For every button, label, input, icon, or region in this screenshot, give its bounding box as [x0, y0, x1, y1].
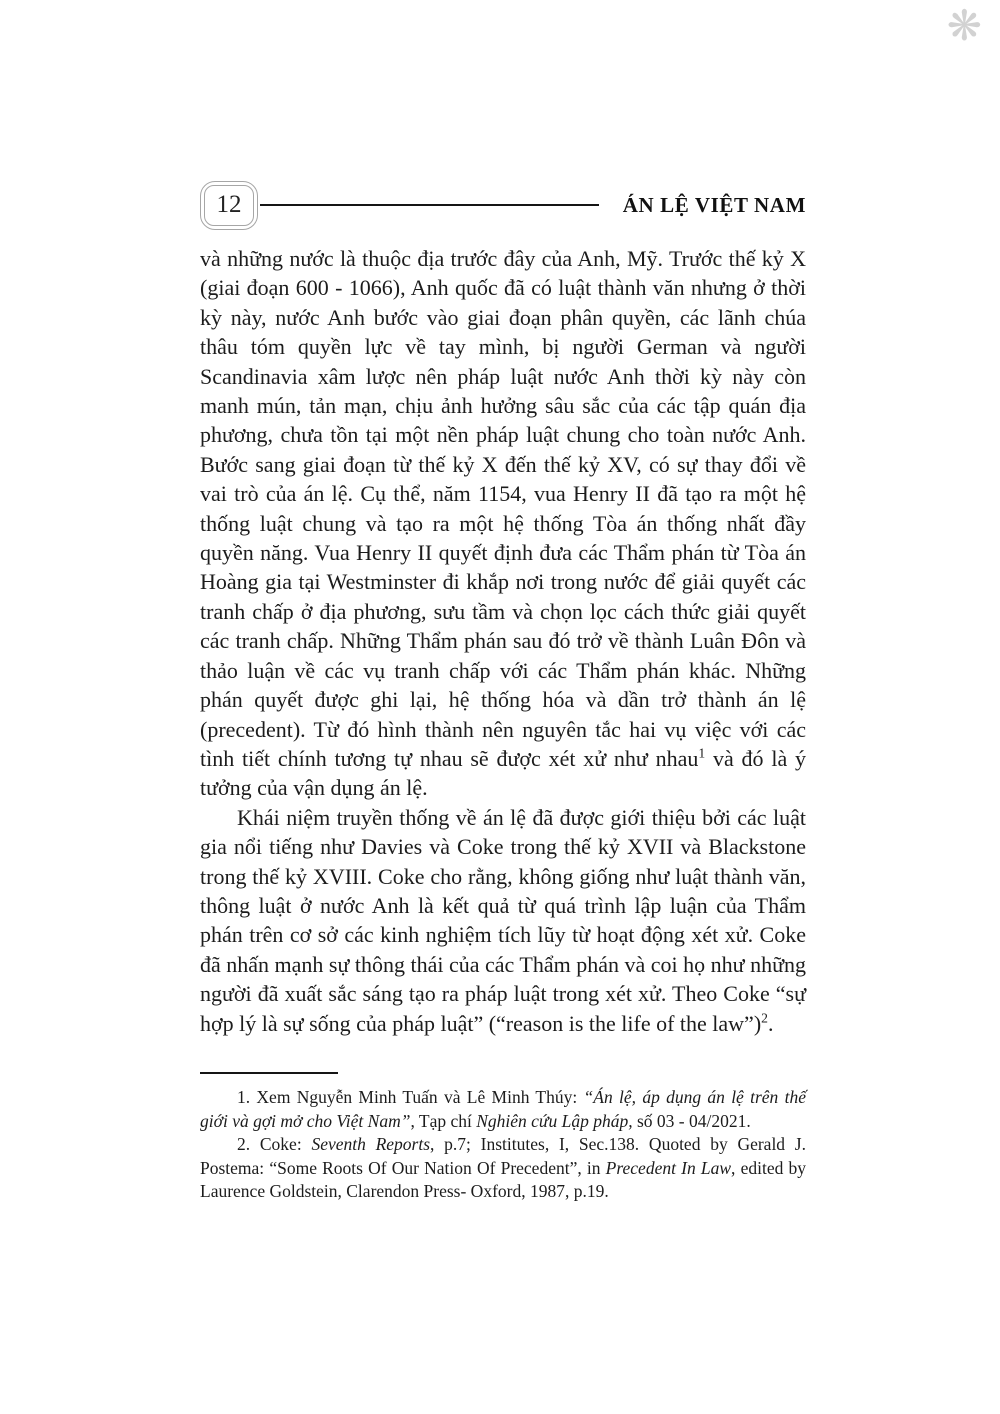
footnote-separator-rule: [200, 1072, 338, 1074]
flower-ornament-icon: ❋: [946, 1, 982, 50]
page-number: 12: [204, 185, 254, 226]
footnotes-section: [200, 1072, 806, 1204]
running-head-title: ÁN LỆ VIỆT NAM: [622, 192, 806, 217]
paragraph-1: và những nước là thuộc địa trước đây của Anh, Mỹ. Trước thế kỷ X (giai đoạn 600 - 1066), Anh quốc đã có luật thành văn nhưng ở thời kỳ này, nước Anh bước vào giai đoạn phân quyền, các lãnh chúa thâu tóm quyền lực về tay mình, bị người German và người Scandinavia xâm lược nên pháp luật nước Anh thời kỳ này còn manh mún, tản mạn, chịu ảnh hưởng sâu sắc của các tập quán địa phương, chưa tồn tại một nền pháp luật chung cho toàn nước Anh. Bước sang giai đoạn từ thế kỷ X đến thế kỷ XV, có sự thay đổi về vai trò của án lệ. Cụ thể, năm 1154, vua Henry II đã tạo ra một hệ thống luật chung và tạo ra một hệ thống Tòa án thống nhất đầy quyền năng. Vua Henry II quyết định đưa các Thẩm phán từ Tòa án Hoàng gia tại Westminster đi khắp nơi trong nước để giải quyết các tranh chấp ở địa phương, sưu tầm và chọn lọc cách thức giải quyết các tranh chấp. Những Thẩm phán sau đó trở về thành Luân Đôn và thảo luận về các vụ tranh chấp với các Thẩm phán khác. Những phán quyết được ghi lại, hệ thống hóa và dần trở thành án lệ (precedent). Từ đó hình thành nên nguyên tắc hai vụ việc với các tình tiết chính tương tự nhau sẽ được xét xử như nhau$^1$ và đó là ý tưởng của vận dụng án lệ.: [200, 246, 806, 801]
footnote-2: 2. Coke: Seventh Reports, p.7; Institutes, I, Sec.138. Quoted by Gerald J. Postema: “Some Roots Of Our Nation Of Precedent”, in Precedent In Law, edited by Laurence Goldstein, Clarendon Press- Oxford, 1987, p.19.: [200, 1134, 806, 1202]
page-number-box: [200, 181, 258, 230]
page-header: [200, 180, 806, 230]
header-rule: [260, 204, 599, 206]
body-text: [200, 244, 806, 1038]
footnote-1: 1. Xem Nguyễn Minh Tuấn và Lê Minh Thúy: “Án lệ, áp dụng án lệ trên thế giới và gợi mở cho Việt Nam”, Tạp chí Nghiên cứu Lập pháp, số 03 - 04/2021.: [200, 1087, 806, 1131]
paragraph-2: Khái niệm truyền thống về án lệ đã được giới thiệu bởi các luật gia nổi tiếng như Davies và Coke trong thế kỷ XVII và Blackstone trong thế kỷ XVIII. Coke cho rằng, không giống như luật thành văn, thông luật ở nước Anh là kết quả từ quá trình lập luận của Thẩm phán trên cơ sở các kinh nghiệm tích lũy từ hoạt động xét xử. Coke đã nhấn mạnh sự thông thái của các Thẩm phán và coi họ như những người đã xuất sắc sáng tạo ra pháp luật trong xét xử. Theo Coke “sự hợp lý là sự sống của pháp luật” (“reason is the life of the law”)$^2$.: [200, 804, 806, 1036]
